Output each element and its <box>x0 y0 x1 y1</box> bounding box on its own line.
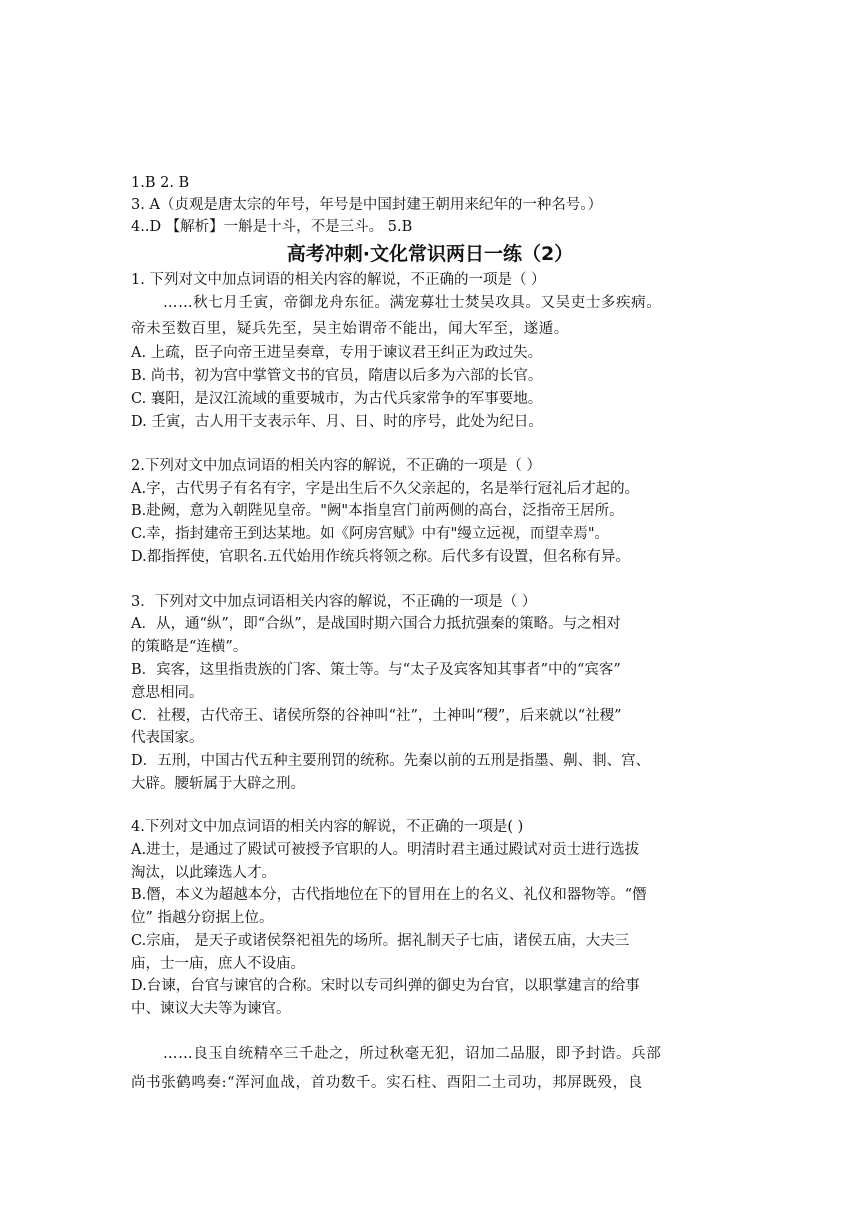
q3-option-d-line-2: 大辟。腰斩属于大辟之刑。 <box>131 776 305 792</box>
q3-option-b-line-2: 意思相同。 <box>131 685 204 701</box>
q3-option-c-line-2: 代表国家。 <box>131 730 204 746</box>
q1-option-c: C. 襄阳，是汉江流域的重要城市，为古代兵家常争的军事要地。 <box>131 391 543 407</box>
q4-option-b-line-2: 位” 指越分窃据上位。 <box>131 910 274 926</box>
q4-option-d-line-1: D.台谏，台官与谏官的合称。宋时以专司纠弹的御史为台官，以职掌建言的给事 <box>131 978 640 994</box>
q2-option-a: A.字，古代男子有名有字，字是出生后不久父亲起的，名是举行冠礼后才起的。 <box>131 481 640 497</box>
q1-option-a: A. 上疏，臣子向帝王进呈奏章，专用于谏议君王纠正为政过失。 <box>131 345 543 361</box>
q4-option-b-line-1: B.僭，本义为超越本分，古代指地位在下的冒用在上的名义、礼仪和器物等。“僭 <box>131 887 647 903</box>
answer-line-3: 4..D 【解析】一斛是十斗，不是三斗。 5.B <box>131 219 413 235</box>
q3-stem: 3．下列对文中加点词语相关内容的解说，不正确的一项是（ ） <box>131 594 537 610</box>
q2-option-b: B.赴阙，意为入朝陛见皇帝。"阙"本指皇宫门前两侧的高台，泛指帝王居所。 <box>131 503 624 519</box>
q1-option-b: B. 尚书，初为宫中掌管文书的官员，隋唐以后多为六部的长官。 <box>131 368 543 384</box>
answer-line-2: 3. A（贞观是唐太宗的年号，年号是中国封建王朝用来纪年的一种名号。） <box>131 197 603 213</box>
q4-option-c-line-2: 庙，士一庙，庶人不设庙。 <box>131 956 305 972</box>
page-title: 高考冲刺·文化常识两日一练（2） <box>286 243 574 265</box>
q2-option-d: D.都指挥使，官职名.五代始用作统兵将领之称。后代多有设置，但名称有异。 <box>131 549 630 565</box>
q4-option-a-line-2: 淘汰，以此臻选人才。 <box>131 865 276 881</box>
q3-option-d-line-1: D．五刑，中国古代五种主要刑罚的统称。先秦以前的五刑是指墨、劓、剕、宫、 <box>131 753 651 769</box>
answer-line-1: 1.B 2. B <box>131 175 190 191</box>
passage5-line-2: 尚书张鹤鸣奏:“浑河血战，首功数千。实石柱、酉阳二土司功，邦屏既殁，良 <box>131 1075 643 1091</box>
q3-option-c-line-1: C．社稷，古代帝王、诸侯所祭的谷神叫“社”，土神叫“稷”，后来就以“社稷” <box>131 708 622 724</box>
q1-stem: 1. 下列对文中加点词语的相关内容的解说，不正确的一项是（ ） <box>131 272 546 288</box>
q1-passage-line-1: ……秋七月壬寅，帝御龙舟东征。满宠募壮士焚吴攻具。又吴吏士多疾病。 <box>163 295 662 311</box>
q1-passage-line-2: 帝未至数百里，疑兵先至，吴主始谓帝不能出，闻大军至，遂遁。 <box>131 321 569 337</box>
q4-stem: 4.下列对文中加点词语的相关内容的解说，不正确的一项是( ) <box>131 819 524 835</box>
q3-option-a-line-2: 的策略是“连横”。 <box>131 639 248 655</box>
q4-option-a-line-1: A.进士，是通过了殿试可被授予官职的人。明清时君主通过殿试对贡士进行选拔 <box>131 842 640 858</box>
passage5-line-1: ……良玉自统精卒三千赴之，所过秋毫无犯，诏加二品服，即予封诰。兵部 <box>163 1046 662 1062</box>
q4-option-d-line-2: 中、谏议大夫等为谏官。 <box>131 1001 291 1017</box>
q3-option-b-line-1: B．宾客，这里指贵族的门客、策士等。与“太子及宾客知其事者”中的“宾客” <box>131 662 621 678</box>
q2-stem: 2.下列对文中加点词语的相关内容的解说，不正确的一项是（ ） <box>131 458 541 474</box>
q3-option-a-line-1: A．从，通“纵”，即“合纵”，是战国时期六国合力抵抗强秦的策略。与之相对 <box>131 616 621 632</box>
q1-option-d: D. 壬寅，古人用干支表示年、月、日、时的序号，此处为纪日。 <box>131 414 543 430</box>
q2-option-c: C.幸，指封建帝王到达某地。如《阿房宫赋》中有"缦立远视，而望幸焉"。 <box>131 526 610 542</box>
q4-option-c-line-1: C.宗庙， 是天子或诸侯祭祀祖先的场所。据礼制天子七庙，诸侯五庙，大夫三 <box>131 933 630 949</box>
